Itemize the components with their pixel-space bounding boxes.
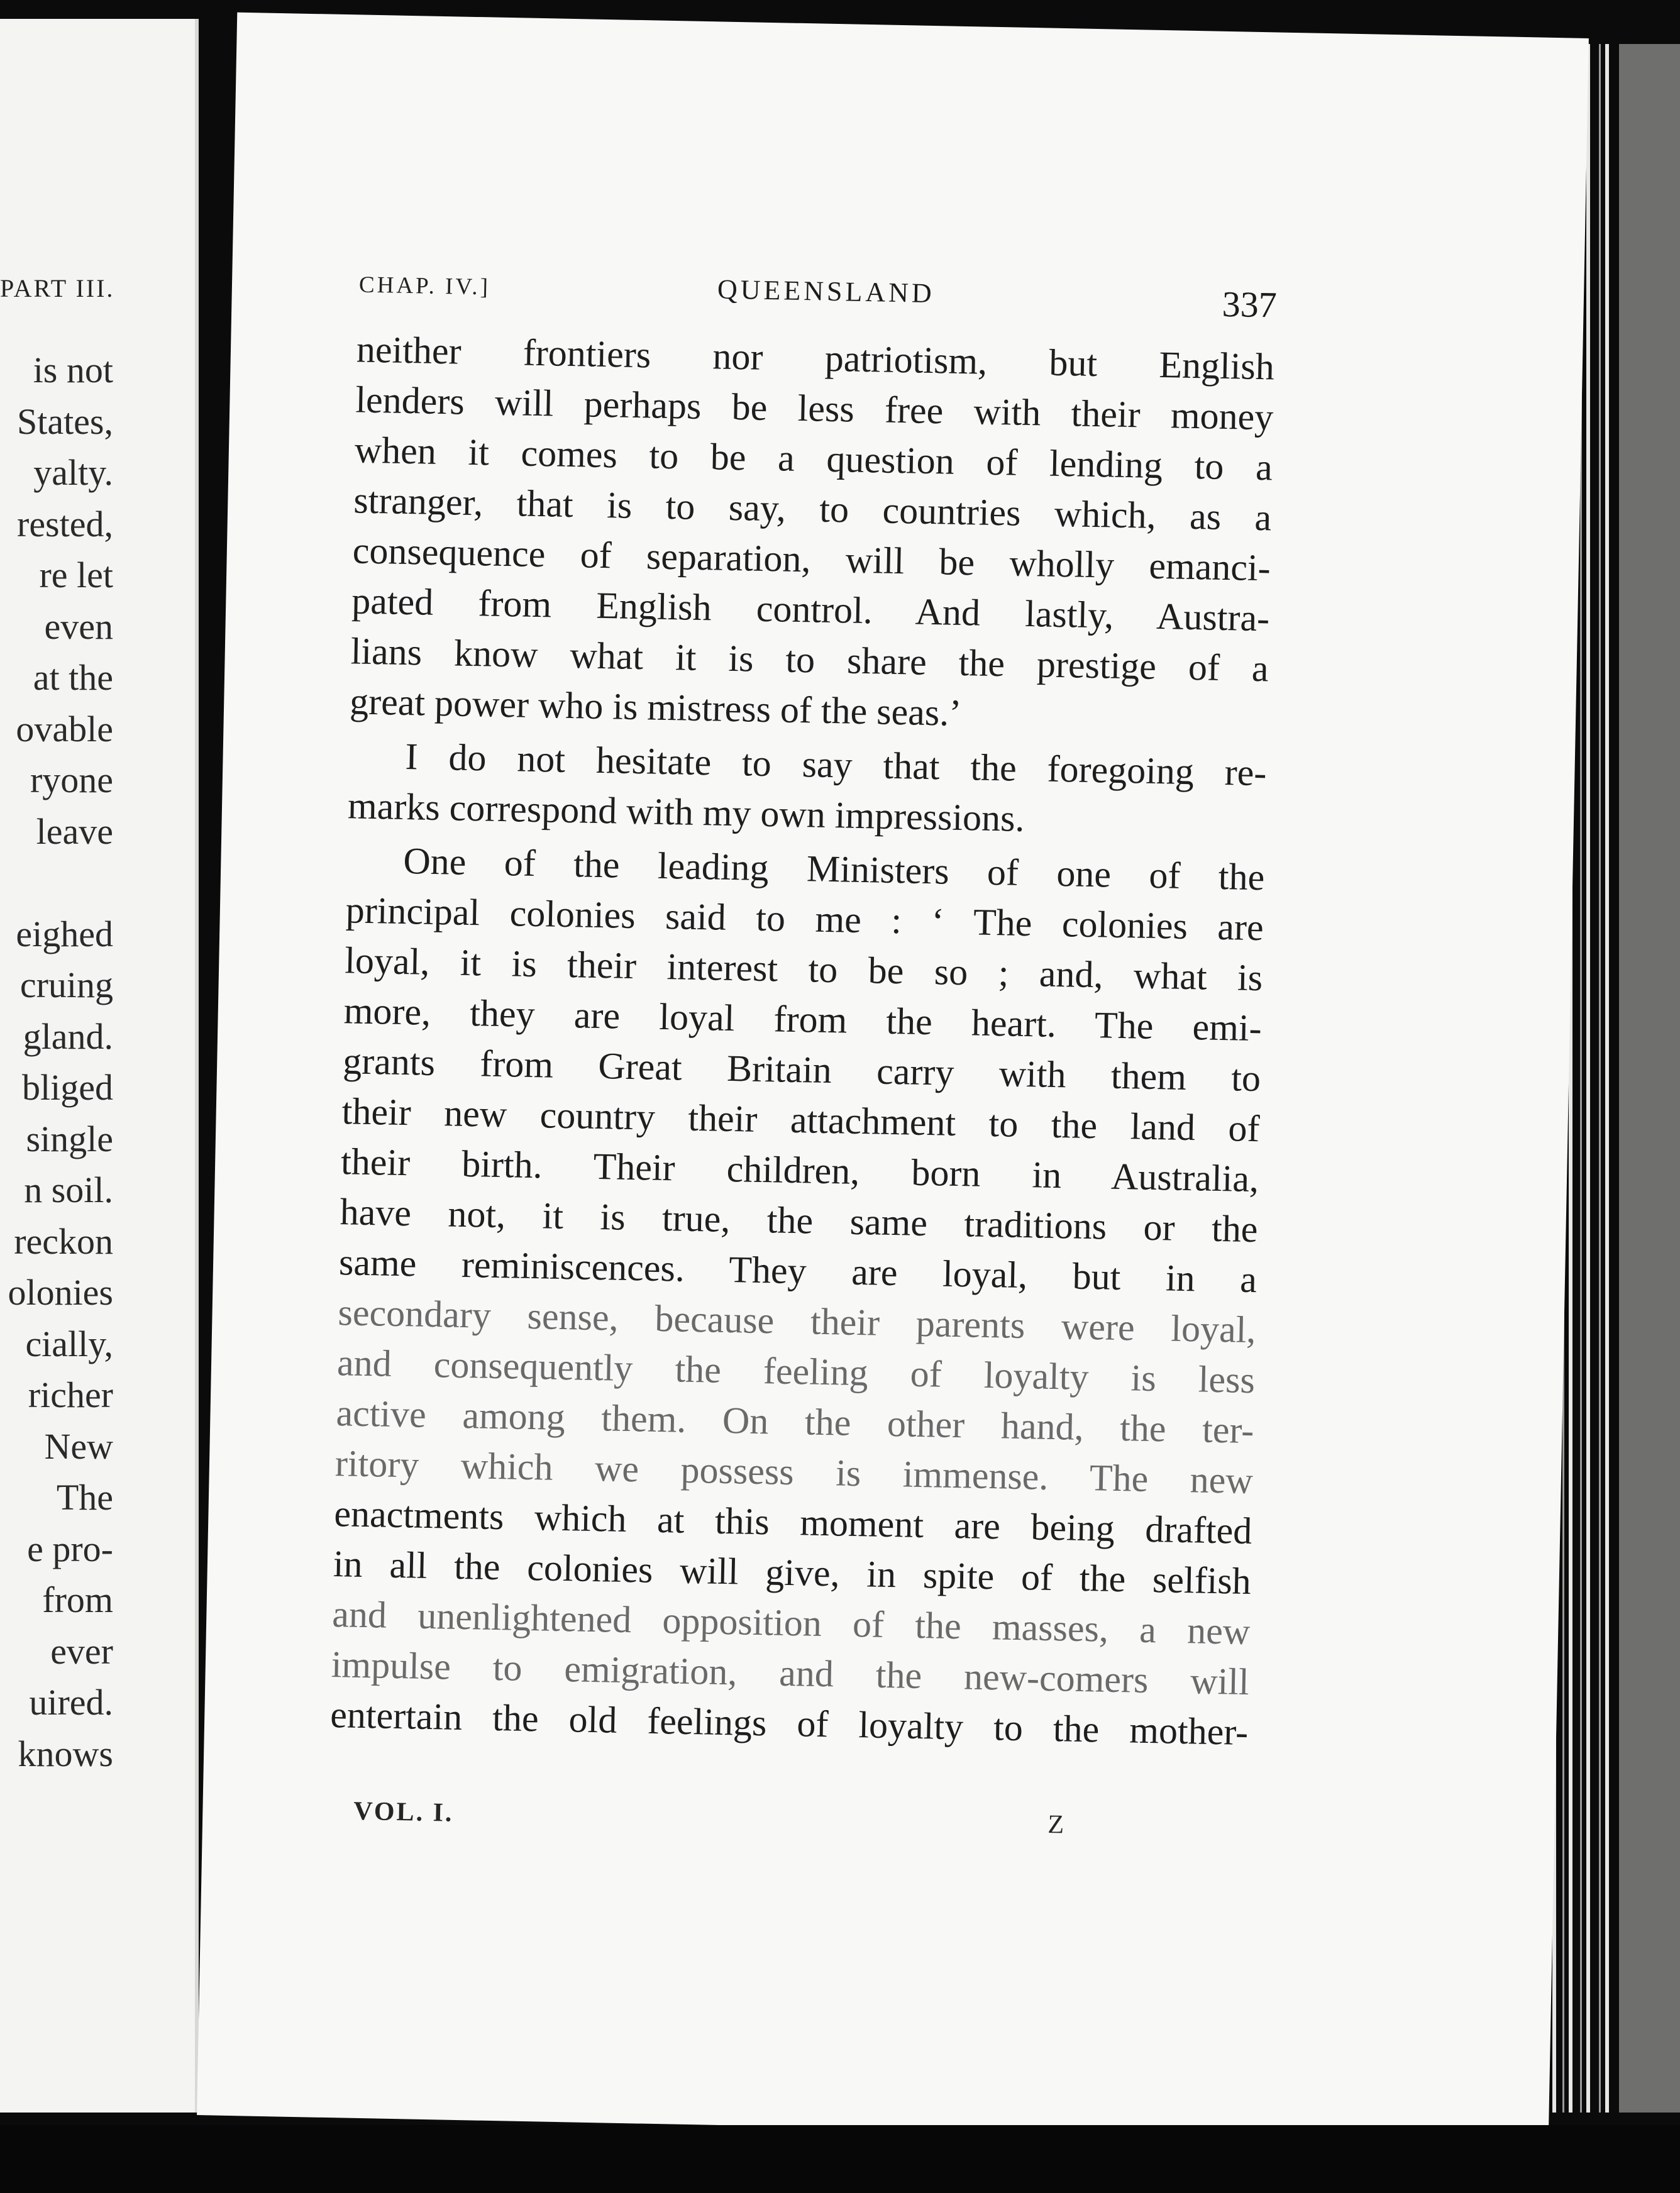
text-line: marks correspond with my own impressions. <box>347 785 1025 839</box>
text-line: pated from English control. And lastly, Austra- <box>351 580 1270 639</box>
text-line: I do not hesitate to say that the foregoing re- <box>405 736 1268 794</box>
left-line: reckon <box>14 1220 113 1262</box>
left-line: eighed <box>16 913 113 954</box>
text-line: loyal, it is their interest to be so ; and, what is <box>344 939 1263 999</box>
left-line: n soil. <box>24 1169 113 1210</box>
page-footer <box>353 1796 1064 1848</box>
left-line: gland. <box>23 1015 113 1057</box>
left-line: cruing <box>19 964 113 1005</box>
left-line <box>8 857 113 909</box>
text-line: same reminiscences. They are loyal, but in a <box>338 1241 1257 1301</box>
left-line: rested, <box>17 503 113 544</box>
text-line: impulse to emigration, and the new-comers will <box>331 1643 1250 1703</box>
text-line: grants from Great Britain carry with them to <box>342 1040 1261 1100</box>
volume-signature: VOL. I. <box>353 1796 454 1828</box>
left-line: leave <box>36 810 113 852</box>
page-number: 337 <box>1222 283 1278 326</box>
text-line: lenders will perhaps be less free with their money <box>355 378 1274 438</box>
left-line: The <box>56 1477 113 1518</box>
text-line: and unenlightened opposition of the masses, a new <box>331 1593 1251 1653</box>
body-text <box>330 324 1275 1757</box>
left-line: ovable <box>16 708 113 749</box>
text-line: consequence of separation, will be wholly emanci- <box>352 529 1271 589</box>
text-line: principal colonies said to me : ‘ The colonies are <box>345 889 1264 949</box>
left-line: even <box>44 605 113 647</box>
book-page <box>197 13 1589 2141</box>
text-line: neither frontiers nor patriotism, but English <box>356 328 1275 388</box>
text-line: and consequently the feeling of loyalty is less <box>336 1342 1256 1401</box>
left-line: re let <box>39 555 113 595</box>
left-line: e pro- <box>27 1528 113 1569</box>
chapter-label: CHAP. IV.] <box>358 272 491 301</box>
text-line: more, they are loyal from the heart. The emi- <box>343 990 1263 1049</box>
text-line: when it comes to be a question of lending to a <box>354 429 1273 489</box>
left-line: States, <box>16 400 113 442</box>
text-line: enactments which at this moment are being drafted <box>333 1493 1252 1552</box>
left-line: is not <box>33 350 113 390</box>
text-line: secondary sense, because their parents were loyal, <box>338 1291 1257 1351</box>
text-line: ritory which we possess is immense. The new <box>334 1442 1254 1502</box>
left-line: at the <box>33 657 113 698</box>
text-line: lians know what it is to share the prestige of a <box>350 630 1269 690</box>
left-line: uired. <box>29 1682 113 1723</box>
text-line: entertain the old feelings of loyalty to the mother- <box>329 1694 1249 1754</box>
text-line: great power who is mistress of the seas.’ <box>349 680 962 734</box>
text-line: have not, it is true, the same traditions or the <box>340 1191 1259 1251</box>
gathering-mark: Z <box>1047 1809 1064 1840</box>
left-line: bliged <box>22 1067 113 1108</box>
previous-page-fragment <box>0 19 199 2113</box>
text-line: active among them. On the other hand, the ter- <box>335 1392 1254 1452</box>
left-line: yalty. <box>33 452 113 493</box>
left-line: ryone <box>30 760 113 800</box>
scan-bottom-shadow <box>0 2125 1680 2193</box>
left-line: single <box>26 1118 113 1159</box>
text-line: in all the colonies will give, in spite of the selfish <box>333 1543 1252 1603</box>
page-title: QUEENSLAND <box>717 273 936 309</box>
left-line: richer <box>28 1374 113 1415</box>
left-line: from <box>42 1579 113 1620</box>
text-line: One of the leading Ministers of one of the <box>402 839 1265 898</box>
text-line: their birth. Their children, born in Australia, <box>340 1141 1259 1200</box>
left-line: cially, <box>25 1323 113 1364</box>
left-line: New <box>44 1425 113 1467</box>
left-line: knows <box>18 1733 113 1774</box>
left-line: ever <box>50 1630 113 1672</box>
text-line: their new country their attachment to the land of <box>341 1090 1261 1150</box>
running-head <box>358 266 1278 326</box>
text-line: stranger, that is to say, to countries which, as a <box>353 479 1272 539</box>
left-page-lines <box>8 345 113 1779</box>
left-line: olonies <box>8 1272 113 1313</box>
left-running-head: PART III. <box>0 274 115 302</box>
